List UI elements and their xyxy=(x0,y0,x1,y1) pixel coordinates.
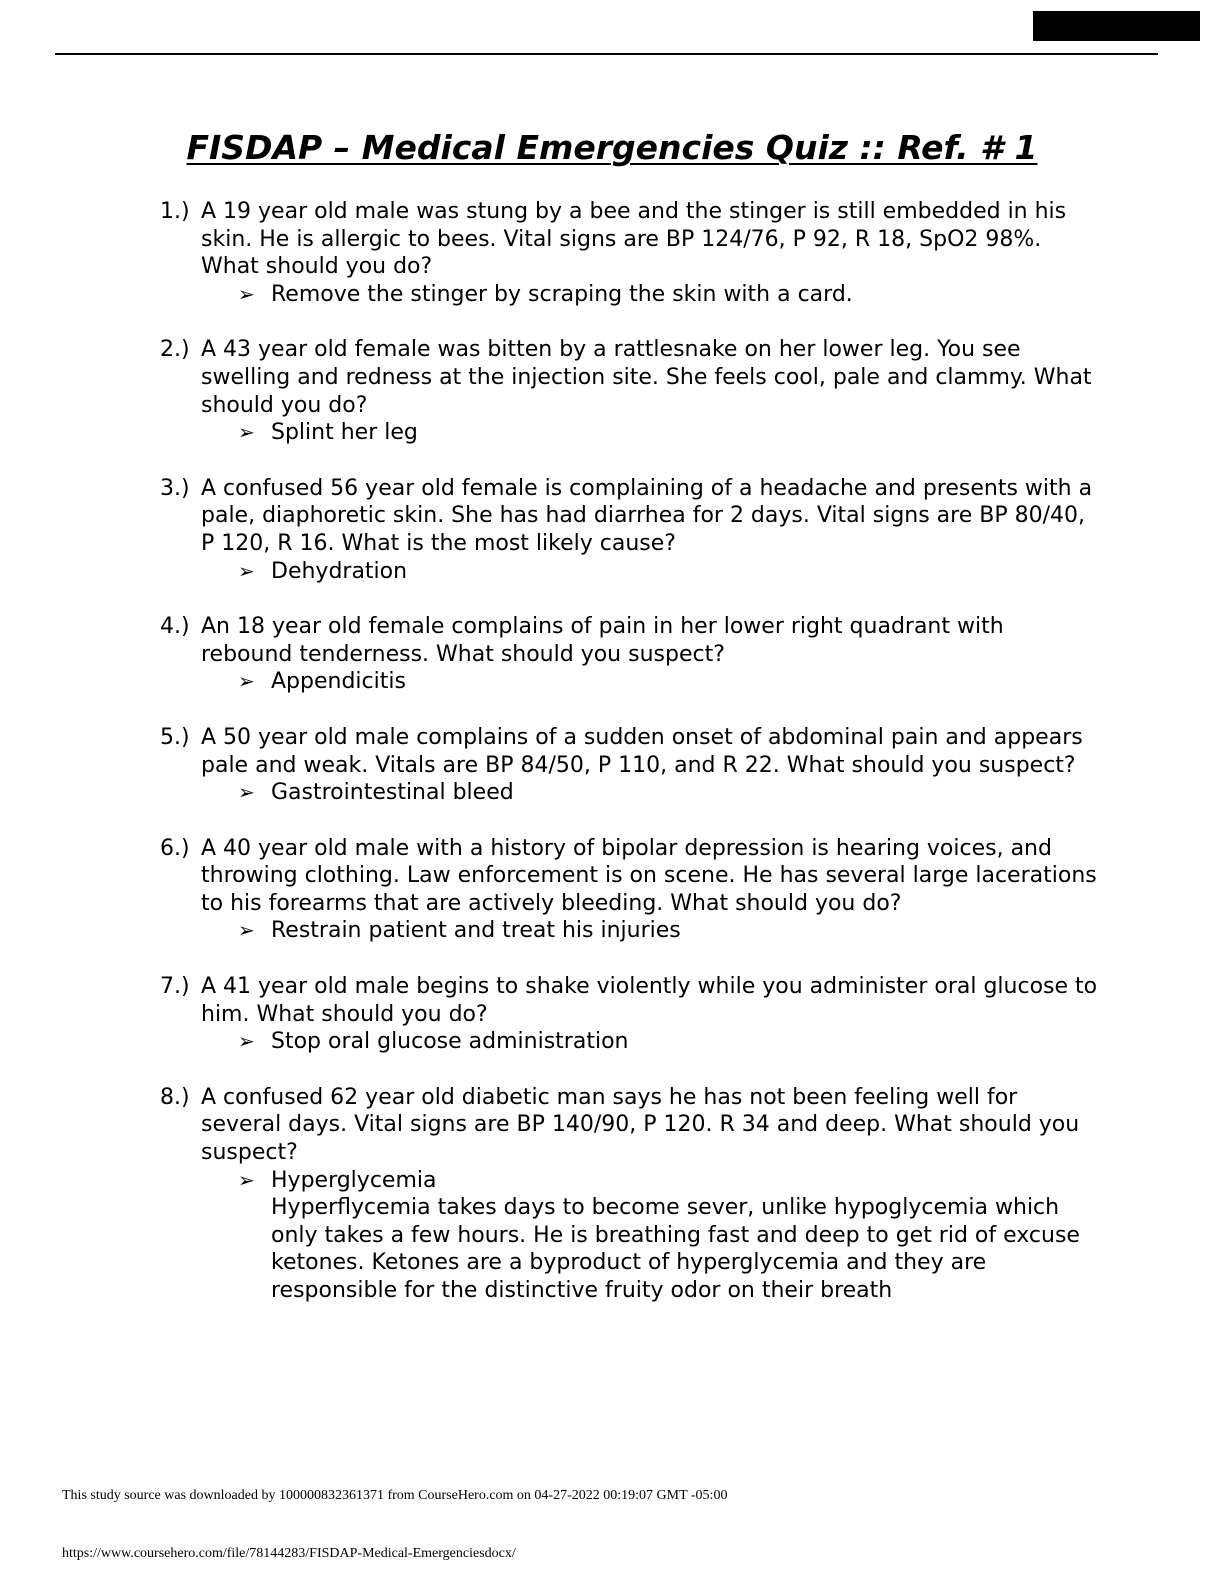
answer-text: Stop oral glucose administration xyxy=(271,1029,629,1055)
answer-text: Restrain patient and treat his injuries xyxy=(271,918,681,944)
question-text: A 50 year old male complains of a sudden onset of abdominal pain and appears pale and weak. Vitals are BP 84/50, P 110, and R 22. What should you suspect? xyxy=(201,724,1083,778)
question-text: A confused 56 year old female is complaining of a headache and presents with a pale, diaphoretic skin. She has had diarrhea for 2 days. Vital signs are BP 80/40, P 120, R 16. What is the most likely cause? xyxy=(201,475,1093,556)
header-rule xyxy=(55,53,1158,55)
question-item xyxy=(160,336,1100,446)
answer-text: Hyperglycemia xyxy=(271,1167,437,1193)
answer-item xyxy=(201,558,1100,586)
answer-item xyxy=(201,281,1100,309)
question-number: 4.) xyxy=(160,614,190,640)
arrowhead-bullet-icon: ➢ xyxy=(238,1029,255,1054)
question-text: A 19 year old male was stung by a bee and the stinger is still embedded in his skin. He is allergic to bees. Vital signs are BP 124/76, P 92, R 18, SpO2 98%. What should you do? xyxy=(201,199,1067,280)
question-item xyxy=(160,724,1100,807)
arrowhead-bullet-icon: ➢ xyxy=(238,281,255,306)
answer-item xyxy=(201,419,1100,447)
answer-text: Appendicitis xyxy=(271,669,406,695)
arrowhead-bullet-icon: ➢ xyxy=(238,669,255,694)
answer-item xyxy=(201,1028,1100,1056)
question-text: A 40 year old male with a history of bipolar depression is hearing voices, and throwing clothing. Law enforcement is on scene. He has several large lacerations to his forearms that are actively bleeding. What should you do? xyxy=(201,835,1097,916)
question-number: 7.) xyxy=(160,974,190,1000)
redaction-box xyxy=(1033,11,1200,41)
question-number: 2.) xyxy=(160,337,190,363)
source-url-link[interactable]: https://www.coursehero.com/file/78144283/FISDAP-Medical-Emergenciesdocx/ xyxy=(62,1546,516,1561)
question-number: 5.) xyxy=(160,724,190,750)
arrowhead-bullet-icon: ➢ xyxy=(238,780,255,805)
answer-item xyxy=(201,668,1100,696)
question-text: A 43 year old female was bitten by a rattlesnake on her lower leg. You see swelling and redness at the injection site. She feels cool, pale and clammy. What should you do? xyxy=(201,337,1092,418)
question-number: 1.) xyxy=(160,199,190,224)
question-item xyxy=(160,973,1100,1056)
answer-item xyxy=(201,917,1100,945)
arrowhead-bullet-icon: ➢ xyxy=(238,420,255,445)
question-item xyxy=(160,475,1100,585)
question-item xyxy=(160,613,1100,696)
arrowhead-bullet-icon: ➢ xyxy=(238,558,255,583)
question-item xyxy=(160,835,1100,945)
answer-text: Dehydration xyxy=(271,558,408,584)
arrowhead-bullet-icon: ➢ xyxy=(238,918,255,943)
answer-text: Gastrointestinal bleed xyxy=(271,780,514,806)
question-number: 6.) xyxy=(160,835,190,861)
question-text: A confused 62 year old diabetic man says he has not been feeling well for several days. Vital signs are BP 140/90, P 120. R 34 and deep. What should you suspect? xyxy=(201,1084,1080,1166)
answer-item xyxy=(201,1167,1100,1305)
question-number: 3.) xyxy=(160,475,190,501)
download-source-notice: This study source was downloaded by 100000832361371 from CourseHero.com on 04-27-2022 00:19:07 GMT -05:00 xyxy=(62,1488,728,1503)
question-number: 8.) xyxy=(160,1084,190,1110)
answer-text: Splint her leg xyxy=(271,420,418,446)
question-item xyxy=(160,1084,1100,1305)
question-list xyxy=(160,198,1100,1333)
arrowhead-bullet-icon: ➢ xyxy=(238,1167,255,1192)
answer-item xyxy=(201,779,1100,807)
answer-text: Remove the stinger by scraping the skin with a card. xyxy=(271,281,853,307)
answer-explanation: Hyperflycemia takes days to become sever, unlike hypoglycemia which only takes a few hours. He is breathing fast and deep to get rid of excuse ketones. Ketones are a byproduct of hyperglycemia and they are responsible for the distinctive fruity odor on their breath xyxy=(271,1195,1080,1303)
question-item xyxy=(160,198,1100,308)
question-text: An 18 year old female complains of pain in her lower right quadrant with rebound tenderness. What should you suspect? xyxy=(201,614,1004,667)
question-text: A 41 year old male begins to shake violently while you administer oral glucose to him. What should you do? xyxy=(201,974,1098,1027)
document-title: FISDAP – Medical Emergencies Quiz :: Ref. # 1 xyxy=(186,128,1038,167)
